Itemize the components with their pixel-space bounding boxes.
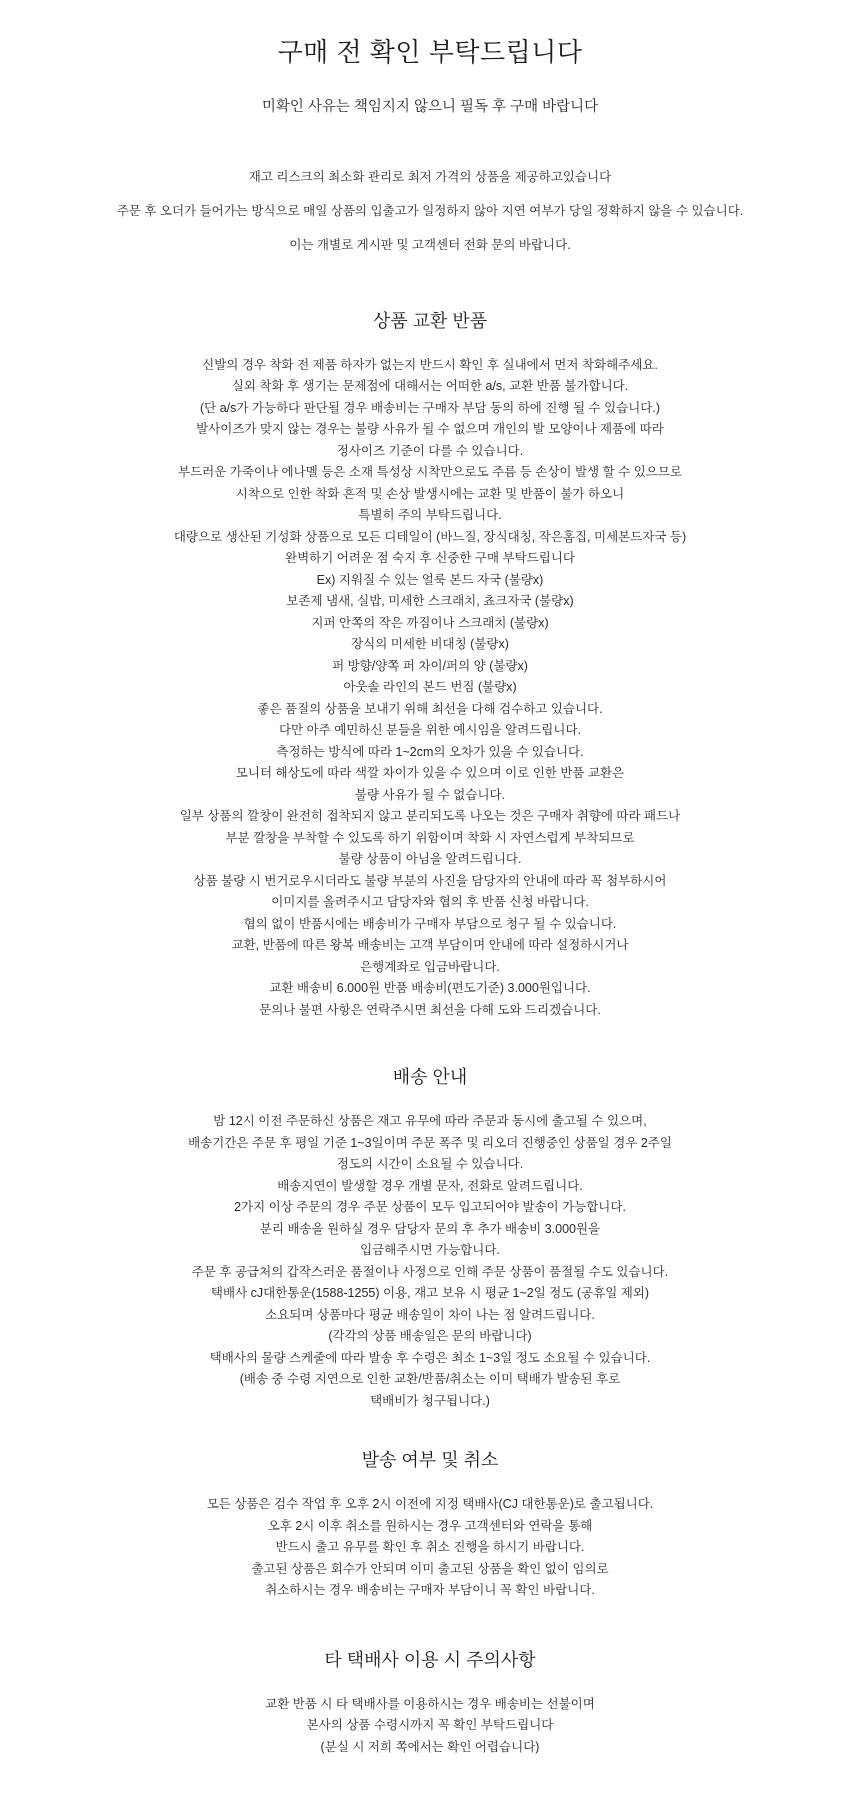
- body-line: 교환, 반품에 따른 왕복 배송비는 고객 부담이며 안내에 따라 설정하시거나: [231, 938, 629, 952]
- section-heading-exchange-return: 상품 교환 반품: [372, 310, 488, 331]
- section-dispatch-cancel: [0, 1412, 860, 1602]
- intro-line: 재고 리스크의 최소화 관리로 최저 가격의 상품을 제공하고있습니다: [248, 169, 612, 184]
- body-line: 이미지를 올려주시고 담당자와 협의 후 반품 신청 바랍니다.: [271, 895, 589, 909]
- section-exchange-return: [0, 269, 860, 1022]
- body-line: 시착으로 인한 착화 흔적 및 손상 발생시에는 교환 및 반품이 불가 하오니: [235, 486, 625, 501]
- body-line: 주문 후 공급처의 갑작스러운 품절이나 사정으로 인해 주문 상품이 품절될 수도 있습니다.: [191, 1264, 669, 1279]
- body-line: 2가지 이상 주문의 경우 주문 상품이 모두 입고되어야 발송이 가능합니다.: [234, 1200, 626, 1214]
- section-body-other-courier: [0, 1672, 860, 1759]
- page-subtitle: 미확인 사유는 책임지지 않으니 필독 후 구매 바랍니다: [261, 99, 599, 115]
- body-line: 장식의 미세한 비대칭 (불량x): [351, 637, 509, 651]
- body-line: 부분 깔창을 부착할 수 있도록 하기 위함이며 착화 시 자연스럽게 부착되므로: [225, 830, 635, 845]
- section-body-exchange-return: [0, 333, 860, 1022]
- body-line: 퍼 방향/양쪽 퍼 차이/퍼의 양 (불량x): [332, 658, 528, 673]
- section-body-dispatch-cancel: [0, 1472, 860, 1602]
- body-line: 문의나 불편 사항은 연락주시면 최선을 다해 도와 드리겠습니다.: [259, 1002, 601, 1017]
- section-shipping-info: [0, 1021, 860, 1412]
- intro-block: [0, 116, 860, 256]
- body-line: 모든 상품은 검수 작업 후 오후 2시 이전에 지정 택배사(CJ 대한통운)로 출고됩니다.: [206, 1497, 654, 1511]
- intro-line: 주문 후 오더가 들어가는 방식으로 매일 상품의 입출고가 일정하지 않아 지연 여부가 당일 정확하지 않을 수 있습니다.: [116, 203, 744, 218]
- body-line: 좋은 품질의 상품을 보내기 위해 최선을 다해 검수하고 있습니다.: [257, 701, 603, 716]
- body-line: 신발의 경우 착화 전 제품 하자가 없는지 반드시 확인 후 실내에서 먼저 착화해주세요.: [202, 357, 658, 372]
- section-heading-shipping-info: 배송 안내: [392, 1067, 468, 1087]
- body-line: 지퍼 안쪽의 작은 까짐이나 스크래치 (불량x): [311, 615, 549, 630]
- body-line: (각각의 상품 배송일은 문의 바랍니다): [328, 1329, 532, 1343]
- body-line: 은행계좌로 입금바랍니다.: [360, 959, 500, 974]
- body-line: 취소하시는 경우 배송비는 구매자 부담이니 꼭 확인 바랍니다.: [265, 1583, 595, 1597]
- body-line: 정사이즈 기준이 다를 수 있습니다.: [336, 443, 524, 458]
- body-line: 상품 불량 시 번거로우시더라도 불량 부분의 사진을 담당자의 안내에 따라 꼭 첨부하시어: [193, 873, 667, 888]
- body-line: 일부 상품의 깔창이 완전히 접착되지 않고 분리되도록 나오는 것은 구매자 취향에 따라 패드나: [179, 809, 681, 823]
- body-line: 측정하는 방식에 따라 1~2cm의 오차가 있을 수 있습니다.: [276, 744, 584, 759]
- body-line: (배송 중 수령 지연으로 인한 교환/반품/취소는 이미 택배가 발송된 후로: [239, 1372, 621, 1386]
- body-line: 택배사의 물량 스케줄에 따라 발송 후 수령은 최소 1~3일 정도 소요될 수 있습니다.: [209, 1350, 651, 1365]
- body-line: 밤 12시 이전 주문하신 상품은 재고 유무에 따라 주문과 동시에 출고될 수 있으며,: [213, 1114, 647, 1128]
- section-heading-other-courier: 타 택배사 이용 시 주의사항: [324, 1649, 536, 1670]
- intro-line: 이는 개별로 게시판 및 고객센터 전화 문의 바랍니다.: [289, 237, 571, 252]
- body-line: 부드러운 가죽이나 에나멜 등은 소재 특성상 시착만으로도 주름 등 손상이 발생 할 수 있으므로: [178, 465, 682, 479]
- page-title: 구매 전 확인 부탁드립니다: [277, 37, 583, 67]
- body-line: 교환 배송비 6.000원 반품 배송비(편도기준) 3.000원입니다.: [269, 981, 591, 995]
- body-line: 정도의 시간이 소요될 수 있습니다.: [336, 1157, 524, 1171]
- body-line: 본사의 상품 수령시까지 꼭 확인 부탁드립니다: [306, 1718, 554, 1732]
- body-line: 소요되며 상품마다 평균 배송일이 차이 나는 점 알려드립니다.: [265, 1307, 595, 1322]
- body-line: 불량 상품이 아님을 알려드립니다.: [338, 852, 522, 866]
- body-line: 분리 배송을 원하실 경우 담당자 문의 후 추가 배송비 3.000원을: [259, 1221, 601, 1236]
- body-line: 보존제 냄새, 실밥, 미세한 스크래치, 쵸크자국 (불량x): [286, 594, 574, 608]
- body-line: 입금해주시면 가능합니다.: [360, 1243, 500, 1257]
- section-body-shipping-info: [0, 1089, 860, 1412]
- body-line: 반드시 출고 유무를 확인 후 취소 진행을 하시기 바랍니다.: [275, 1540, 585, 1554]
- bottom-spacer: [0, 1758, 860, 1806]
- body-line: 다만 아주 예민하신 분들을 위한 예시임을 알려드립니다.: [278, 723, 582, 737]
- body-line: 발사이즈가 맞지 않는 경우는 불량 사유가 될 수 없으며 개인의 발 모양이나 제품에 따라: [196, 422, 664, 436]
- body-line: 배송지연이 발생할 경우 개별 문자, 전화로 알려드립니다.: [277, 1178, 583, 1193]
- body-line: 교환 반품 시 타 택배사를 이용하시는 경우 배송비는 선불이며: [265, 1696, 595, 1711]
- body-line: 협의 없이 반품시에는 배송비가 구매자 부담으로 청구 될 수 있습니다.: [243, 916, 617, 931]
- body-line: Ex) 지워질 수 있는 얼룩 본드 자국 (불량x): [316, 572, 544, 587]
- body-line: (단 a/s가 가능하다 판단될 경우 배송비는 구매자 부담 동의 하에 진행 될 수 있습니다.): [199, 400, 661, 415]
- body-line: 택배비가 청구됩니다.): [370, 1393, 490, 1408]
- body-line: 아웃솔 라인의 본드 번짐 (불량x): [343, 680, 517, 694]
- body-line: 대량으로 생산된 기성화 상품으로 모든 디테일이 (바느질, 장식대칭, 작은홈집, 미세본드자국 등): [173, 529, 687, 544]
- body-line: 실외 착화 후 생기는 문제점에 대해서는 어떠한 a/s, 교환 반품 불가합니다.: [231, 379, 629, 393]
- body-line: 오후 2시 이후 취소를 원하시는 경우 고객센터와 연락을 통해: [267, 1518, 593, 1533]
- body-line: 배송기간은 주문 후 평일 기준 1~3일이며 주문 폭주 및 리오더 진행중인 상품일 경우 2주일: [188, 1135, 672, 1150]
- body-line: 완벽하기 어려운 점 숙지 후 신중한 구매 부탁드립니다: [285, 551, 575, 565]
- body-line: 모니터 해상도에 따라 색깔 차이가 있을 수 있으며 이로 인한 반품 교환은: [235, 766, 625, 780]
- body-line: 불량 사유가 될 수 없습니다.: [354, 787, 506, 802]
- section-heading-dispatch-cancel: 발송 여부 및 취소: [361, 1450, 499, 1470]
- body-line: 출고된 상품은 회수가 안되며 이미 출고된 상품을 확인 없이 임의로: [251, 1561, 609, 1576]
- body-line: 택배사 cJ대한통운(1588-1255) 이용, 재고 보유 시 평균 1~2일 정도 (공휴일 제외): [210, 1286, 650, 1300]
- section-other-courier: [0, 1602, 860, 1759]
- body-line: 특별히 주의 부탁드립니다.: [358, 508, 502, 522]
- body-line: (분실 시 저희 쪽에서는 확인 어렵습니다): [320, 1739, 540, 1754]
